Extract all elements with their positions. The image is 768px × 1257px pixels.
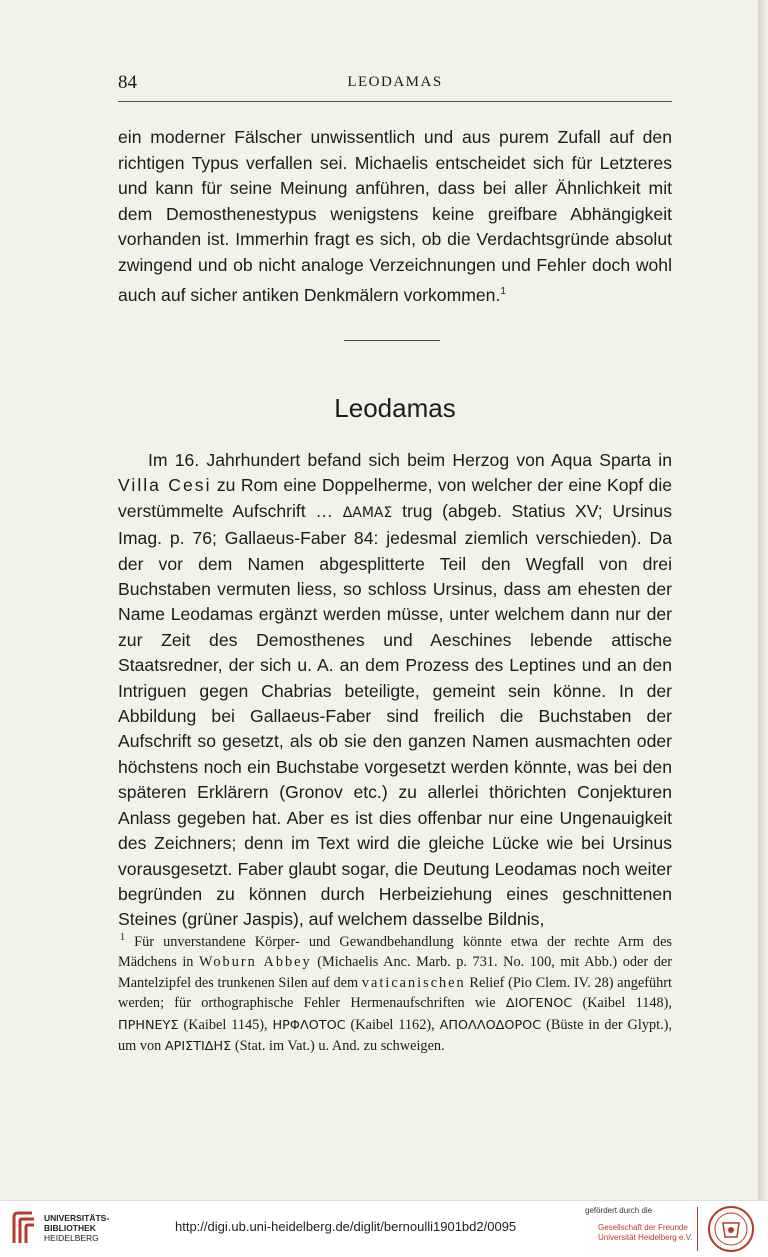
library-logo-icon: [10, 1209, 38, 1247]
sponsor-name: [598, 1223, 692, 1243]
page-number: 84: [118, 72, 137, 93]
library-line-2: BIBLIOTHEK: [44, 1223, 96, 1233]
university-seal-icon: [707, 1205, 755, 1253]
permalink-url[interactable]: http://digi.ub.uni-heidelberg.de/diglit/bernoulli1901bd2/0095: [175, 1219, 517, 1234]
spaced-text-woburn: Woburn Abbey: [199, 954, 312, 971]
library-line-3: HEIDELBERG: [44, 1233, 99, 1243]
footnote-text-7: (Büste in der Glypt.), um von: [118, 1016, 673, 1055]
greek-inscription-1: ΔΙΟΓΕΝΟϹ: [505, 996, 573, 1012]
running-head: LEODAMAS: [347, 74, 443, 90]
greek-inscription-3: ΗΡΦΛΟΤΟϹ: [272, 1017, 346, 1033]
footnote-reference: 1: [500, 285, 506, 297]
library-line-1: UNIVERSITÄTS-: [44, 1213, 110, 1223]
page-header: [118, 72, 672, 98]
footnote: [118, 928, 672, 1058]
greek-inscription: ΔΑΜΑΣ: [342, 504, 393, 521]
page-edge-shadow: [758, 0, 768, 1200]
footer-divider: [697, 1207, 698, 1251]
footer-bar: [0, 1200, 768, 1257]
greek-inscription-4: ΑΠΟΛΛΟΔΟΡΟϹ: [439, 1017, 542, 1033]
footnote-text-5: (Kaibel 1145),: [183, 1016, 268, 1033]
spaced-text-villa: Villa Cesi: [118, 475, 212, 496]
paragraph-text-3: trug (abgeb. Statius XV; Ursinus Imag. p. 76; Gallaeus-Faber 84: jedesmal ziemlich verschieden). Da der vor dem Namen abgesplitterte Teil den Wegfall von drei Buchstaben vermuten liess, so schloss Ursinus, dass am ehesten der Name Leodamas ergänzt werden müsse, unter welchem dann nur der zur Zeit des Demosthenes und Aeschines lebende attische Staatsredner, der sich u. A. an dem Prozess des Leptines und an den Intriguen gegen Chabrias beteiligte, gemeint sein könne. In der Abbildung bei Gallaeus-Faber sind freilich die Buchstaben der Aufschrift so gesetzt, als ob sie den ganzen Namen ausmachten oder höchstens noch ein Buchstabe vorgesetzt werden könnte, was bei den späteren Erklärern (Gronov etc.) zu allerlei thörichten Conjekturen Anlass gegeben hat. Aber es ist dies offenbar nur eine Ungenauigkeit des Zeichners; denn im Text wird die gleiche Lücke wie bei Ursinus vorausgesetzt. Faber glaubt sogar, die Deutung Leodamas noch weiter begründen zu können durch Herbeiziehung eines geschnittenen Steines (grüner Jaspis), auf welchem dasselbe Bildnis,: [118, 500, 673, 930]
footnote-marker: 1: [120, 932, 125, 943]
footnote-text-8: (Stat. im Vat.) u. And. zu schweigen.: [234, 1038, 445, 1055]
paragraph-text-1: Im 16. Jahrhundert befand sich beim Herzog von Aqua Sparta in: [148, 450, 672, 470]
paragraph-continuation: [118, 125, 672, 308]
paragraph-leodamas: [118, 448, 672, 933]
sponsor-line-1: Gesellschaft der Freunde: [598, 1223, 688, 1232]
spaced-text-vaticanischen: vaticanischen: [361, 974, 466, 991]
footnote-text-6: (Kaibel 1162),: [350, 1016, 435, 1033]
greek-inscription-2: ΠΡΗΝΕΥΣ: [118, 1017, 179, 1033]
section-divider: [344, 340, 440, 341]
footnote-text-2: (Michaelis Anc. Marb. p. 731. No. 100, mit Abb.) oder der Mantelzipfel des trunkenen Silen auf dem: [118, 954, 672, 991]
funded-by-label: gefördert durch die: [585, 1206, 653, 1215]
footnote-text-4: (Kaibel 1148),: [582, 995, 672, 1012]
library-name: [44, 1213, 109, 1243]
paragraph-text-2: zu Rom eine Doppelherme, von welcher der eine Kopf die verstümmelte Aufschrift …: [118, 475, 673, 521]
greek-inscription-5: ΑΡΙΣΤΙΔΗΣ: [164, 1039, 232, 1055]
sponsor-line-2: Universität Heidelberg e.V.: [598, 1233, 693, 1242]
header-rule: [118, 101, 672, 102]
section-title: Leodamas: [334, 393, 456, 423]
footnote-text-3: Relief (Pio Clem. IV. 28) angeführt werden; für orthographische Fehler Hermenaufschriften wie: [118, 974, 673, 1012]
paragraph-text: ein moderner Fälscher unwissentlich und aus purem Zufall auf den richtigen Typus verfallen sei. Michaelis entscheidet sich für Letzteres und kann für seine Meinung anführen, dass bei aller Ähnlichkeit mit dem Demosthenestypus wenigstens keine greifbare Abhängigkeit vorhanden ist. Immerhin fragt es sich, ob die Verdachtsgründe absolut zwingend und ob nicht analoge Verzeichnungen und Fehler doch wohl auch auf sicher antiken Denkmälern vorkommen.: [118, 127, 672, 305]
footnote-text-1: Für unverstandene Körper- und Gewandbehandlung könnte etwa der rechte Arm des Mädchens in: [118, 933, 672, 971]
